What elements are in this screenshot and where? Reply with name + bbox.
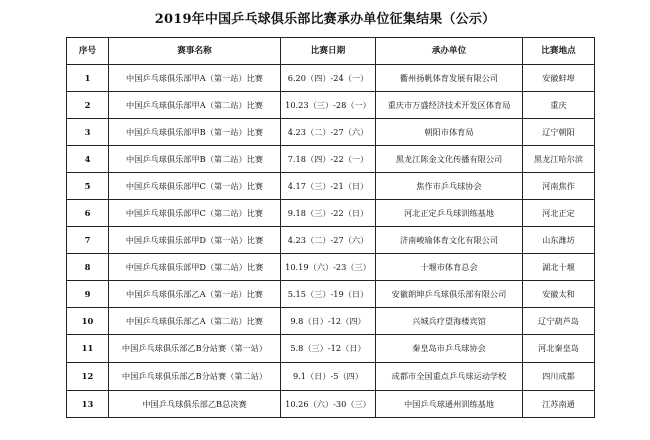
row-number: 9 [67,281,109,308]
row-date: 9.1（日）-5（四） [281,363,376,391]
row-host: 重庆市万盛经济技术开发区体育局 [376,92,523,119]
row-date: 10.23（三）-28（一） [281,92,376,119]
table-row [67,173,595,200]
table-row [67,254,595,281]
table-row [67,391,595,418]
row-host: 秦皇岛市乒乓球协会 [376,335,523,363]
row-venue: 河南焦作 [523,173,595,200]
row-event: 中国乒乓球俱乐部乙B分站赛（第二站） [109,363,281,391]
row-date: 4.17（三）-21（日） [281,173,376,200]
header-number: 序号 [67,38,109,65]
row-venue: 辽宁葫芦岛 [523,308,595,335]
row-date: 5.8（三）-12（日） [281,335,376,363]
header-venue: 比赛地点 [523,38,595,65]
row-venue: 安徽太和 [523,281,595,308]
row-event: 中国乒乓球俱乐部甲C（第二站）比赛 [109,200,281,227]
table-row [67,227,595,254]
row-date: 9.18（三）-22（日） [281,200,376,227]
row-date: 4.23（二）-27（六） [281,119,376,146]
row-host: 焦作市乒乓球协会 [376,173,523,200]
header-date: 比赛日期 [281,38,376,65]
table-row [67,200,595,227]
row-event: 中国乒乓球俱乐部乙A（第一站）比赛 [109,281,281,308]
row-date: 9.8（日）-12（四） [281,308,376,335]
row-number: 7 [67,227,109,254]
row-host: 中国乒乓球通州训练基地 [376,391,523,418]
row-host: 十堰市体育总会 [376,254,523,281]
table-row [67,119,595,146]
row-event: 中国乒乓球俱乐部甲B（第二站）比赛 [109,146,281,173]
document-title: 2019年中国乒乓球俱乐部比赛承办单位征集结果（公示） [154,12,496,27]
results-table [66,37,595,418]
row-event: 中国乒乓球俱乐部甲D（第二站）比赛 [109,254,281,281]
row-event: 中国乒乓球俱乐部乙A（第二站）比赛 [109,308,281,335]
table-row [67,65,595,92]
row-number: 6 [67,200,109,227]
row-number: 12 [67,363,109,391]
table-row [67,335,595,363]
table-row [67,281,595,308]
table-row [67,146,595,173]
table-row [67,92,595,119]
row-host: 兴城兵疗望海楼宾馆 [376,308,523,335]
row-host: 成都市全国重点乒乓球运动学校 [376,363,523,391]
row-event: 中国乒乓球俱乐部甲D（第一站）比赛 [109,227,281,254]
row-host: 朝阳市体育局 [376,119,523,146]
row-date: 7.18（四）-22（一） [281,146,376,173]
row-venue: 黑龙江哈尔滨 [523,146,595,173]
row-venue: 河北正定 [523,200,595,227]
row-event: 中国乒乓球俱乐部甲B（第一站）比赛 [109,119,281,146]
row-host: 安徽朗坤乒乓球俱乐部有限公司 [376,281,523,308]
header-host: 承办单位 [376,38,523,65]
table-header-row [67,38,595,65]
row-date: 10.19（六）-23（三） [281,254,376,281]
row-host: 黑龙江陈金文化传播有限公司 [376,146,523,173]
row-date: 4.23（二）-27（六） [281,227,376,254]
row-event: 中国乒乓球俱乐部甲A（第二站）比赛 [109,92,281,119]
row-host: 衢州扬帆体育发展有限公司 [376,65,523,92]
row-event: 中国乒乓球俱乐部甲C（第一站）比赛 [109,173,281,200]
table-row [67,363,595,391]
row-venue: 湖北十堰 [523,254,595,281]
row-number: 10 [67,308,109,335]
row-number: 3 [67,119,109,146]
row-event: 中国乒乓球俱乐部乙B分站赛（第一站） [109,335,281,363]
header-event: 赛事名称 [109,38,281,65]
row-event: 中国乒乓球俱乐部乙B总决赛 [109,391,281,418]
row-number: 11 [67,335,109,363]
row-date: 6.20（四）-24（一） [281,65,376,92]
row-venue: 四川成都 [523,363,595,391]
row-venue: 重庆 [523,92,595,119]
row-number: 13 [67,391,109,418]
table-row [67,308,595,335]
row-venue: 江苏南通 [523,391,595,418]
row-number: 8 [67,254,109,281]
row-number: 1 [67,65,109,92]
row-host: 河北正定乒乓球训练基地 [376,200,523,227]
row-venue: 安徽蚌埠 [523,65,595,92]
row-venue: 山东潍坊 [523,227,595,254]
row-venue: 辽宁朝阳 [523,119,595,146]
row-number: 2 [67,92,109,119]
row-date: 10.26（六）-30（三） [281,391,376,418]
row-event: 中国乒乓球俱乐部甲A（第一站）比赛 [109,65,281,92]
row-number: 4 [67,146,109,173]
row-date: 5.15（三）-19（日） [281,281,376,308]
row-host: 济南峻瑜体育文化有限公司 [376,227,523,254]
row-number: 5 [67,173,109,200]
row-venue: 河北秦皇岛 [523,335,595,363]
